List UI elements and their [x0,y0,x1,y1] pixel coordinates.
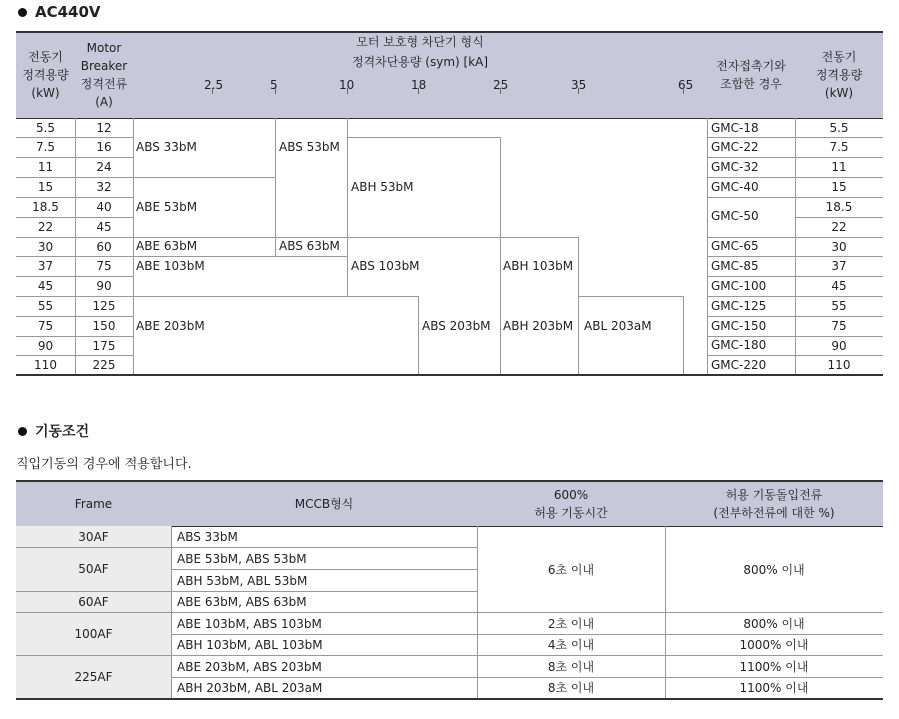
header-time: 600% 허용 기동시간 [477,481,665,526]
contactor-cell: GMC-40 [711,180,759,194]
time-cell: 8초 이내 [547,681,595,695]
breaker-abe53: ABE 53bM [136,200,198,214]
header-frame: Frame [16,481,171,526]
breaker-abs33: ABS 33bM [136,140,197,154]
kw-right-cell: 30 [831,239,847,254]
kw-right-cell: 7.5 [829,140,849,154]
breaker-abh203: ABH 203bM [503,319,574,333]
mccb-cell: ABE 103bM, ABS 103bM [177,617,322,631]
breaker-abe103: ABE 103bM [136,259,205,273]
frame-cell: 100AF [74,626,113,641]
header-capacity-title: 정격차단용량 (sym) [kA] [133,52,707,72]
frame-cell: 30AF [78,529,109,544]
frame-cell: 60AF [78,594,109,609]
header-motor-capacity-right: 전동기 정격용량 (kW) [795,32,883,118]
tick-mark [500,88,501,94]
time-cell: 4초 이내 [547,638,595,652]
contactor-cell: GMC-50 [711,209,759,223]
tick-mark [683,88,684,94]
section-title-text: 기동조건 [35,424,90,440]
row-amp: 12 [96,120,112,135]
contactor-cell: GMC-65 [711,239,759,253]
header-bottom-border [16,118,883,119]
section-title-starting [18,421,89,441]
table-bottom-border [16,374,883,376]
header-breaker-current: Motor Breaker 정격전류 (A) [75,32,133,118]
bullet-icon [18,427,27,436]
row-kw: 22 [37,220,54,234]
tick-label: 2.5 [204,78,224,92]
tick-label: 10 [339,78,355,92]
section-title-text: AC440V [35,3,101,21]
row-amp: 45 [96,220,112,234]
time-cell: 8초 이내 [547,659,595,674]
mccb-cell: ABH 53bM, ABL 53bM [177,574,308,588]
breaker-abh53: ABH 53bM [351,180,414,194]
row-kw: 45 [37,279,54,293]
row-amp: 75 [96,259,112,273]
row-amp: 125 [92,299,116,313]
mccb-cell: ABH 203bM, ABL 203aM [177,681,323,695]
contactor-cell: GMC-125 [711,299,767,313]
header-motor-capacity: 전동기 정격용량 (kW) [16,32,75,118]
row-kw: 75 [37,319,54,333]
kw-right-cell: 90 [831,338,847,353]
row-amp: 60 [96,239,112,254]
kw-right-cell: 110 [827,357,851,372]
breaker-abh103: ABH 103bM [503,259,574,273]
header-mccb: MCCB형식 [171,481,477,526]
mccb-cell: ABE 53bM, ABS 53bM [177,552,307,566]
row-amp: 90 [96,279,112,293]
row-amp: 225 [92,357,116,372]
bullet-icon [18,8,27,17]
contactor-cell: GMC-180 [711,338,767,352]
section-title-ac440v [18,3,101,21]
tick-mark [418,88,419,94]
breaker-abe63: ABE 63bM [136,239,198,253]
header-current: 허용 기동돌입전류 (전부하전류에 대한 %) [665,481,883,526]
row-kw: 37 [37,259,54,273]
row-amp: 16 [96,140,112,154]
row-kw: 55 [37,299,54,313]
row-amp: 175 [92,338,116,353]
tick-mark [275,88,276,94]
kw-right-cell: 75 [831,319,847,333]
contactor-cell: GMC-22 [711,140,759,154]
tick-label: 65 [678,78,694,92]
kw-right-cell: 18.5 [825,200,853,214]
kw-right-cell: 5.5 [829,120,849,135]
row-kw: 18.5 [32,200,59,214]
current-cell: 1100% 이내 [739,659,809,674]
tick-label: 18 [411,78,427,92]
frame-cell: 225AF [74,669,113,684]
row-kw: 5.5 [35,120,56,135]
breaker-abs63: ABS 63bM [279,239,340,253]
breaker-abs53: ABS 53bM [279,140,340,154]
header-contactor: 전자접촉기와 조합한 경우 [707,32,795,118]
breaker-abs203: ABS 203bM [422,319,491,333]
row-amp: 32 [96,180,112,194]
current-cell: 800% 이내 [743,562,805,577]
kw-right-cell: 37 [831,259,847,273]
row-amp: 150 [92,319,116,333]
tick-label: 35 [571,78,587,92]
breaker-abl203: ABL 203aM [584,319,652,333]
time-cell: 2초 이내 [547,616,595,631]
header-group-title: 모터 보호형 차단기 형식 [133,32,707,52]
contactor-cell: GMC-32 [711,160,759,174]
table-top-border [16,31,883,33]
current-cell: 1100% 이내 [739,681,809,695]
mccb-cell: ABS 33bM [177,530,238,544]
current-cell: 1000% 이내 [739,638,809,652]
time-cell: 6초 이내 [547,562,595,577]
kw-right-cell: 15 [831,180,847,194]
kw-right-cell: 22 [831,220,847,234]
contactor-cell: GMC-150 [711,319,767,333]
contactor-cell: GMC-220 [711,358,767,372]
contactor-cell: GMC-18 [711,121,759,135]
row-amp: 24 [96,160,112,174]
tick-mark [347,88,348,94]
row-kw: 110 [34,357,57,372]
contactor-cell: GMC-100 [711,279,767,293]
row-kw: 11 [37,160,54,174]
tick-label: 5 [270,78,278,92]
breaker-abe203: ABE 203bM [136,319,205,333]
contactor-cell: GMC-85 [711,259,759,273]
kw-right-cell: 11 [831,160,847,174]
tick-mark [578,88,579,94]
kw-right-cell: 45 [831,279,847,293]
current-cell: 800% 이내 [743,616,805,631]
section-note: 직입기동의 경우에 적용합니다. [16,457,192,472]
row-amp: 40 [96,200,112,214]
mccb-cell: ABE 63bM, ABS 63bM [177,595,307,609]
row-kw: 7.5 [35,140,56,154]
row-kw: 30 [37,239,54,254]
mccb-cell: ABE 203bM, ABS 203bM [177,660,322,674]
breaker-abs103: ABS 103bM [351,259,420,273]
mccb-cell: ABH 103bM, ABL 103bM [177,638,323,652]
frame-cell: 50AF [78,562,109,576]
tick-mark [212,88,213,94]
kw-right-cell: 55 [831,299,847,313]
row-kw: 90 [37,338,54,353]
tick-label: 25 [493,78,509,92]
row-kw: 15 [37,180,54,194]
